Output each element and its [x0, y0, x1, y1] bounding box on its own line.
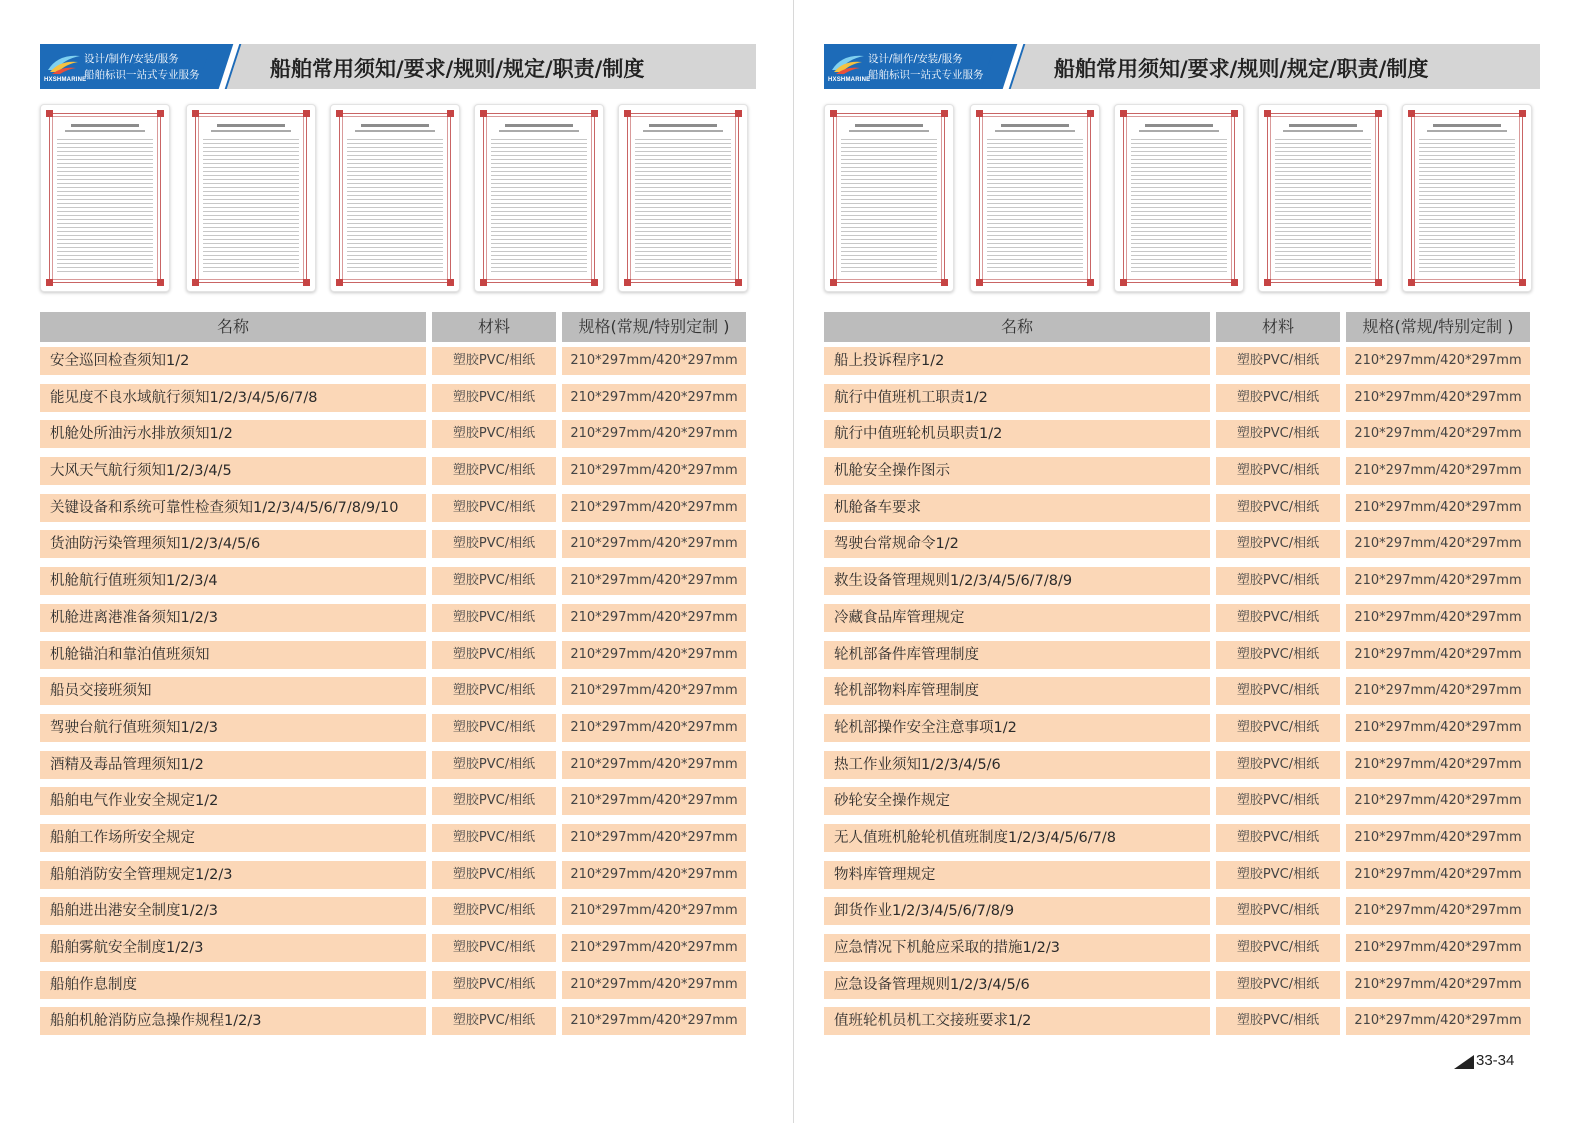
row-material: 塑胶PVC/相纸	[1216, 861, 1340, 889]
row-material: 塑胶PVC/相纸	[1216, 384, 1340, 412]
column-header-material: 材料	[1216, 312, 1340, 342]
row-spec: 210*297mm/420*297mm	[1346, 641, 1530, 669]
product-table-left	[40, 312, 746, 1044]
row-material: 塑胶PVC/相纸	[432, 1007, 556, 1035]
row-material: 塑胶PVC/相纸	[432, 971, 556, 999]
row-spec: 210*297mm/420*297mm	[562, 347, 746, 375]
row-name: 船舶作息制度	[40, 971, 426, 999]
row-material: 塑胶PVC/相纸	[432, 714, 556, 742]
row-spec: 210*297mm/420*297mm	[562, 494, 746, 522]
row-spec: 210*297mm/420*297mm	[1346, 824, 1530, 852]
table-row	[824, 457, 1530, 485]
row-name: 船上投诉程序1/2	[824, 347, 1210, 375]
sign-thumbnail[interactable]	[1258, 104, 1388, 292]
page-number-text: 33-34	[1476, 1052, 1515, 1069]
row-name: 轮机部备件库管理制度	[824, 641, 1210, 669]
table-row	[40, 934, 746, 962]
row-name: 大风天气航行须知1/2/3/4/5	[40, 457, 426, 485]
row-name: 船舶电气作业安全规定1/2	[40, 787, 426, 815]
row-material: 塑胶PVC/相纸	[432, 494, 556, 522]
row-name: 关键设备和系统可靠性检查须知1/2/3/4/5/6/7/8/9/10	[40, 494, 426, 522]
table-row	[824, 567, 1530, 595]
row-material: 塑胶PVC/相纸	[432, 861, 556, 889]
row-material: 塑胶PVC/相纸	[1216, 530, 1340, 558]
row-spec: 210*297mm/420*297mm	[562, 751, 746, 779]
row-name: 机舱进离港准备须知1/2/3	[40, 604, 426, 632]
table-row	[824, 971, 1530, 999]
table-row	[40, 897, 746, 925]
row-name: 轮机部操作安全注意事项1/2	[824, 714, 1210, 742]
row-material: 塑胶PVC/相纸	[432, 347, 556, 375]
row-spec: 210*297mm/420*297mm	[562, 384, 746, 412]
row-material: 塑胶PVC/相纸	[1216, 824, 1340, 852]
row-name: 冷藏食品库管理规定	[824, 604, 1210, 632]
row-name: 能见度不良水域航行须知1/2/3/4/5/6/7/8	[40, 384, 426, 412]
brand-tagline-2: 船舶标识一站式专业服务	[868, 69, 984, 81]
row-name: 机舱安全操作图示	[824, 457, 1210, 485]
table-row	[824, 897, 1530, 925]
row-spec: 210*297mm/420*297mm	[562, 971, 746, 999]
row-name: 驾驶台航行值班须知1/2/3	[40, 714, 426, 742]
row-material: 塑胶PVC/相纸	[432, 897, 556, 925]
product-table-right	[824, 312, 1530, 1044]
row-material: 塑胶PVC/相纸	[1216, 787, 1340, 815]
column-header-spec: 规格(常规/特别定制 )	[1346, 312, 1530, 342]
row-name: 值班轮机员机工交接班要求1/2	[824, 1007, 1210, 1035]
sign-thumbnail[interactable]	[1114, 104, 1244, 292]
row-material: 塑胶PVC/相纸	[1216, 494, 1340, 522]
table-header-row	[40, 312, 746, 342]
brand-logo-icon	[830, 50, 866, 80]
row-spec: 210*297mm/420*297mm	[1346, 494, 1530, 522]
row-name: 酒精及毒品管理须知1/2	[40, 751, 426, 779]
sign-thumbnail[interactable]	[618, 104, 748, 292]
table-row	[40, 1007, 746, 1035]
row-material: 塑胶PVC/相纸	[432, 934, 556, 962]
brand-tagline-2: 船舶标识一站式专业服务	[84, 69, 200, 81]
row-spec: 210*297mm/420*297mm	[1346, 604, 1530, 632]
table-row	[824, 604, 1530, 632]
row-name: 船舶进出港安全制度1/2/3	[40, 897, 426, 925]
row-material: 塑胶PVC/相纸	[432, 457, 556, 485]
page-title: 船舶常用须知/要求/规则/规定/职责/制度	[1054, 57, 1429, 81]
row-spec: 210*297mm/420*297mm	[562, 567, 746, 595]
row-spec: 210*297mm/420*297mm	[562, 861, 746, 889]
row-name: 救生设备管理规则1/2/3/4/5/6/7/8/9	[824, 567, 1210, 595]
row-name: 机舱处所油污水排放须知1/2	[40, 420, 426, 448]
page-header	[824, 44, 1540, 89]
row-name: 航行中值班机工职责1/2	[824, 384, 1210, 412]
row-spec: 210*297mm/420*297mm	[1346, 457, 1530, 485]
row-spec: 210*297mm/420*297mm	[562, 1007, 746, 1035]
row-spec: 210*297mm/420*297mm	[1346, 420, 1530, 448]
row-name: 热工作业须知1/2/3/4/5/6	[824, 751, 1210, 779]
brand-tagline-1: 设计/制作/安装/服务	[868, 53, 963, 65]
table-row	[824, 861, 1530, 889]
row-material: 塑胶PVC/相纸	[1216, 751, 1340, 779]
row-spec: 210*297mm/420*297mm	[1346, 714, 1530, 742]
row-name: 机舱锚泊和靠泊值班须知	[40, 641, 426, 669]
table-row	[824, 751, 1530, 779]
row-name: 船舶雾航安全制度1/2/3	[40, 934, 426, 962]
row-material: 塑胶PVC/相纸	[432, 824, 556, 852]
row-name: 船员交接班须知	[40, 677, 426, 705]
row-spec: 210*297mm/420*297mm	[562, 641, 746, 669]
row-name: 船舶工作场所安全规定	[40, 824, 426, 852]
row-spec: 210*297mm/420*297mm	[562, 677, 746, 705]
row-material: 塑胶PVC/相纸	[432, 384, 556, 412]
table-row	[824, 494, 1530, 522]
table-row	[824, 934, 1530, 962]
row-name: 应急情况下机舱应采取的措施1/2/3	[824, 934, 1210, 962]
row-material: 塑胶PVC/相纸	[432, 530, 556, 558]
sign-preview-gallery	[40, 104, 756, 294]
table-row	[40, 861, 746, 889]
table-row	[40, 457, 746, 485]
table-row	[40, 567, 746, 595]
table-row	[824, 347, 1530, 375]
row-name: 物料库管理规定	[824, 861, 1210, 889]
row-material: 塑胶PVC/相纸	[432, 751, 556, 779]
brand-logo-icon	[46, 50, 82, 80]
row-material: 塑胶PVC/相纸	[1216, 934, 1340, 962]
sign-thumbnail[interactable]	[40, 104, 170, 292]
logo-text: HXSHMARINE	[44, 77, 87, 83]
table-row	[40, 751, 746, 779]
table-row	[824, 824, 1530, 852]
row-spec: 210*297mm/420*297mm	[1346, 384, 1530, 412]
row-material: 塑胶PVC/相纸	[1216, 347, 1340, 375]
row-name: 卸货作业1/2/3/4/5/6/7/8/9	[824, 897, 1210, 925]
row-material: 塑胶PVC/相纸	[1216, 714, 1340, 742]
row-material: 塑胶PVC/相纸	[1216, 897, 1340, 925]
column-header-name: 名称	[824, 312, 1210, 342]
row-spec: 210*297mm/420*297mm	[1346, 971, 1530, 999]
row-name: 安全巡回检查须知1/2	[40, 347, 426, 375]
table-row	[40, 824, 746, 852]
row-name: 机舱航行值班须知1/2/3/4	[40, 567, 426, 595]
row-name: 无人值班机舱轮机值班制度1/2/3/4/5/6/7/8	[824, 824, 1210, 852]
row-material: 塑胶PVC/相纸	[1216, 457, 1340, 485]
table-row	[824, 1007, 1530, 1035]
row-spec: 210*297mm/420*297mm	[1346, 677, 1530, 705]
row-spec: 210*297mm/420*297mm	[1346, 347, 1530, 375]
table-row	[40, 530, 746, 558]
row-spec: 210*297mm/420*297mm	[1346, 861, 1530, 889]
table-row	[40, 384, 746, 412]
table-row	[40, 714, 746, 742]
row-spec: 210*297mm/420*297mm	[562, 897, 746, 925]
row-name: 船舶机舱消防应急操作规程1/2/3	[40, 1007, 426, 1035]
table-row	[824, 714, 1530, 742]
brand-block	[40, 44, 218, 89]
row-name: 船舶消防安全管理规定1/2/3	[40, 861, 426, 889]
table-row	[40, 347, 746, 375]
row-spec: 210*297mm/420*297mm	[1346, 897, 1530, 925]
row-spec: 210*297mm/420*297mm	[1346, 567, 1530, 595]
row-name: 砂轮安全操作规定	[824, 787, 1210, 815]
table-header-row	[824, 312, 1530, 342]
row-material: 塑胶PVC/相纸	[432, 641, 556, 669]
row-material: 塑胶PVC/相纸	[1216, 641, 1340, 669]
column-header-spec: 规格(常规/特别定制 )	[562, 312, 746, 342]
row-spec: 210*297mm/420*297mm	[562, 604, 746, 632]
row-material: 塑胶PVC/相纸	[1216, 1007, 1340, 1035]
logo-text: HXSHMARINE	[828, 77, 871, 83]
row-spec: 210*297mm/420*297mm	[562, 530, 746, 558]
row-spec: 210*297mm/420*297mm	[1346, 751, 1530, 779]
row-material: 塑胶PVC/相纸	[432, 604, 556, 632]
table-row	[824, 420, 1530, 448]
sign-thumbnail[interactable]	[1402, 104, 1532, 292]
page-header	[40, 44, 756, 89]
row-spec: 210*297mm/420*297mm	[562, 420, 746, 448]
sign-thumbnail[interactable]	[970, 104, 1100, 292]
table-row	[40, 641, 746, 669]
row-material: 塑胶PVC/相纸	[432, 677, 556, 705]
table-row	[824, 677, 1530, 705]
row-spec: 210*297mm/420*297mm	[562, 457, 746, 485]
row-spec: 210*297mm/420*297mm	[562, 714, 746, 742]
row-material: 塑胶PVC/相纸	[1216, 604, 1340, 632]
row-spec: 210*297mm/420*297mm	[562, 934, 746, 962]
row-name: 轮机部物料库管理制度	[824, 677, 1210, 705]
sign-thumbnail[interactable]	[824, 104, 954, 292]
table-row	[40, 494, 746, 522]
brand-block	[824, 44, 1002, 89]
row-material: 塑胶PVC/相纸	[432, 420, 556, 448]
row-material: 塑胶PVC/相纸	[1216, 567, 1340, 595]
table-row	[40, 420, 746, 448]
row-spec: 210*297mm/420*297mm	[1346, 530, 1530, 558]
brand-tagline-1: 设计/制作/安装/服务	[84, 53, 179, 65]
row-spec: 210*297mm/420*297mm	[1346, 1007, 1530, 1035]
sign-thumbnail[interactable]	[330, 104, 460, 292]
table-row	[824, 530, 1530, 558]
row-name: 应急设备管理规则1/2/3/4/5/6	[824, 971, 1210, 999]
right-page	[794, 0, 1588, 1123]
table-row	[40, 677, 746, 705]
row-name: 货油防污染管理须知1/2/3/4/5/6	[40, 530, 426, 558]
row-material: 塑胶PVC/相纸	[1216, 420, 1340, 448]
row-name: 航行中值班轮机员职责1/2	[824, 420, 1210, 448]
sign-thumbnail[interactable]	[186, 104, 316, 292]
row-material: 塑胶PVC/相纸	[1216, 971, 1340, 999]
sign-thumbnail[interactable]	[474, 104, 604, 292]
row-name: 驾驶台常规命令1/2	[824, 530, 1210, 558]
page-title: 船舶常用须知/要求/规则/规定/职责/制度	[270, 57, 645, 81]
table-row	[824, 787, 1530, 815]
column-header-name: 名称	[40, 312, 426, 342]
row-spec: 210*297mm/420*297mm	[1346, 787, 1530, 815]
table-row	[824, 641, 1530, 669]
table-row	[40, 604, 746, 632]
row-material: 塑胶PVC/相纸	[432, 787, 556, 815]
page-corner-triangle-icon	[1454, 1055, 1474, 1069]
column-header-material: 材料	[432, 312, 556, 342]
table-row	[40, 971, 746, 999]
row-material: 塑胶PVC/相纸	[432, 567, 556, 595]
page-number	[1454, 1052, 1534, 1072]
row-material: 塑胶PVC/相纸	[1216, 677, 1340, 705]
row-name: 机舱备车要求	[824, 494, 1210, 522]
row-spec: 210*297mm/420*297mm	[1346, 934, 1530, 962]
sign-preview-gallery	[824, 104, 1540, 294]
row-spec: 210*297mm/420*297mm	[562, 787, 746, 815]
row-spec: 210*297mm/420*297mm	[562, 824, 746, 852]
table-row	[824, 384, 1530, 412]
table-row	[40, 787, 746, 815]
